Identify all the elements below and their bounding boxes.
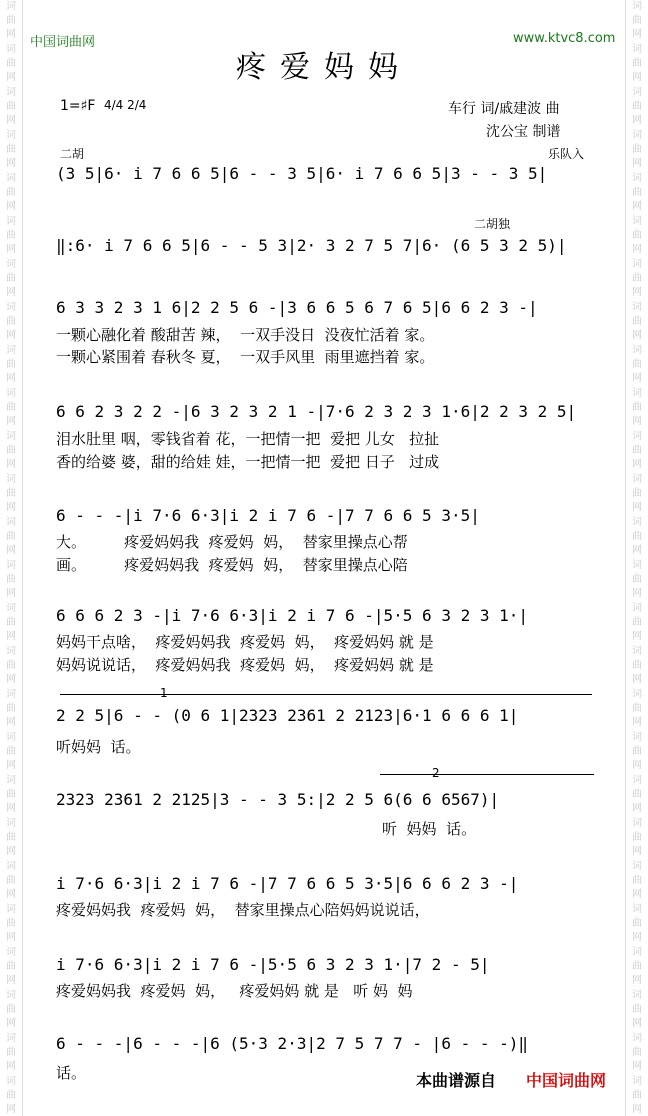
song-title: 疼爱妈妈: [236, 50, 412, 85]
lyric-line-4b: 香的给婆 婆，甜的给娃 娃，一把情一把 爱把 日子 过成: [56, 453, 440, 471]
lyric-line-10: 疼爱妈妈我 疼爱妈 妈， 疼爱妈妈 就 是 听 妈 妈: [56, 982, 413, 1000]
staff-line-2: ‖:6· i 7 6 6 5|6 - - 5 3|2· 3 2 7 5 7|6· (6 5 3 2 5)|: [56, 236, 567, 255]
lyric-line-7: 听妈妈 话。: [56, 738, 141, 756]
time-signature: 4/4 2/4: [104, 98, 147, 112]
staff-line-1: (3 5|6· i 7 6 6 5|6 - - 3 5|6· i 7 6 6 5|3 - - 3 5|: [56, 164, 548, 183]
lyric-line-11: 话。: [56, 1064, 87, 1082]
staff-line-3: 6 3 3 2 3 1 6|2 2 5 6 -|3 6 6 5 6 7 6 5|6 6 2 3 -|: [56, 298, 538, 317]
lyric-line-6b: 妈妈说说话， 疼爱妈妈我 疼爱妈 妈， 疼爱妈妈 就 是: [56, 656, 434, 674]
staff-line-7: 2 2 5|6 - - (0 6 1|2323 2361 2 2123|6·1 6 6 6 1|: [56, 706, 519, 725]
staff-line-9: i 7·6 6·3|i 2 i 7 6 -|7 7 6 6 5 3·5|6 6 6 2 3 -|: [56, 874, 519, 893]
key-signature: 1=♯F: [60, 98, 96, 114]
staff-line-8: 2323 2361 2 2125|3 - - 3 5:|2 2 5 6(6 6 6567)|: [56, 790, 500, 809]
lyric-line-6a: 妈妈干点啥， 疼爱妈妈我 疼爱妈 妈， 疼爱妈妈 就 是: [56, 633, 434, 651]
staff-line-5: 6 - - -|i 7·6 6·3|i 2 i 7 6 -|7 7 6 6 5 3·5|: [56, 506, 480, 525]
lyric-line-5a: 大。 疼爱妈妈我 疼爱妈 妈， 替家里操点心帮: [56, 533, 408, 551]
watermark-strip-right: 词 曲 网 词 曲 网 词 曲 网 词 曲 网 词 曲 网 词 曲 网 词 曲 网 词 曲 网 词 曲 网 词 曲 网 词 曲 网 词 曲 网 词 曲 网 词 曲 网 词 曲 网 词 曲 网 词 曲 网 词 曲 网 词 曲 网 词 曲 网 词 曲 网 词 曲 网 词 曲 网 词 曲 网 词 曲 网 词 曲 网: [632, 1, 642, 1115]
staff-line-6: 6 6 6 2 3 -|i 7·6 6·3|i 2 i 7 6 -|5·5 6 3 2 3 1·|: [56, 606, 529, 625]
lyric-line-8: 听 妈妈 话。: [382, 820, 477, 838]
footer-source-label: 本曲谱源自: [416, 1071, 497, 1090]
lyric-line-9: 疼爱妈妈我 疼爱妈 妈， 替家里操点心陪妈妈说说话，: [56, 901, 430, 919]
label-erhu-solo: 二胡独: [474, 217, 511, 231]
volta-bracket-1: [60, 694, 592, 695]
site-name-left[interactable]: 中国词曲网: [30, 35, 96, 50]
credits-composer: 车行 词/戚建波 曲: [448, 101, 560, 117]
volta-bracket-2: [380, 774, 594, 775]
staff-line-11: 6 - - -|6 - - -|6 (5·3 2·3|2 7 5 7 7 - |6 - - -)‖: [56, 1034, 529, 1053]
lyric-line-3a: 一颗心融化着 酸甜苦 辣， 一双手没日 没夜忙活着 家。: [56, 326, 435, 344]
watermark-border-left: [22, 0, 23, 1116]
lyric-line-3b: 一颗心紧围着 春秋冬 夏， 一双手风里 雨里遮挡着 家。: [56, 348, 435, 366]
label-erhu: 二胡: [60, 147, 85, 161]
staff-line-4: 6 6 2 3 2 2 -|6 3 2 3 2 1 -|7·6 2 3 2 3 1·6|2 2 3 2 5|: [56, 402, 577, 421]
lyric-line-5b: 画。 疼爱妈妈我 疼爱妈 妈， 替家里操点心陪: [56, 556, 408, 574]
volta-number-1: 1: [160, 686, 168, 700]
lyric-line-4a: 泪水肚里 咽，零钱省着 花，一把情一把 爱把 儿女 拉扯: [56, 430, 440, 448]
credits-arranger: 沈公宝 制谱: [486, 124, 561, 140]
volta-number-2: 2: [432, 766, 440, 780]
watermark-strip-left: 词 曲 网 词 曲 网 词 曲 网 词 曲 网 词 曲 网 词 曲 网 词 曲 网 词 曲 网 词 曲 网 词 曲 网 词 曲 网 词 曲 网 词 曲 网 词 曲 网 词 曲 网 词 曲 网 词 曲 网 词 曲 网 词 曲 网 词 曲 网 词 曲 网 词 曲 网 词 曲 网 词 曲 网 词 曲 网 词 曲 网: [6, 1, 16, 1115]
staff-line-10: i 7·6 6·3|i 2 i 7 6 -|5·5 6 3 2 3 1·|7 2 - 5|: [56, 955, 490, 974]
label-band-in: 乐队入: [548, 147, 585, 161]
site-url-right[interactable]: www.ktvc8.com: [513, 31, 616, 46]
footer-site-link[interactable]: 中国词曲网: [526, 1071, 607, 1090]
